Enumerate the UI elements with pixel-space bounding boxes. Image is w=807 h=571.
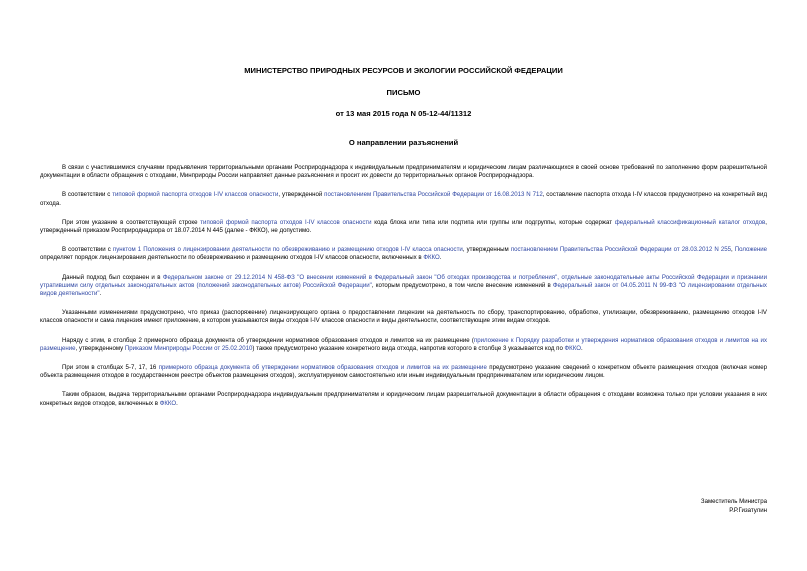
ministry-heading: МИНИСТЕРСТВО ПРИРОДНЫХ РЕСУРСОВ И ЭКОЛОГИИ РОССИЙСКОЙ ФЕДЕРАЦИИ	[244, 66, 563, 75]
document-link[interactable]: федеральный классификационный каталог отходов	[614, 218, 766, 226]
paragraph-text: ,	[731, 246, 735, 254]
document-link[interactable]: Положение	[734, 246, 768, 254]
paragraph-text: В связи с участившимися случаями предъявления территориальными органами Росприроднадзора к индивидуальным предпринимателям и юридическим лицам различающихся в своей основе требований по заполнению форм разрешительной документации в области обращения с отходами, Минприроды России направляет данные разъяснения и просит их довести до территориальных органов Росприроднадзора.	[40, 164, 767, 180]
signature-block	[701, 497, 767, 515]
document-link[interactable]: приложение к Порядку разработки и утверждения нормативов образования отходов и лимитов на их размещение	[40, 336, 767, 352]
paragraph	[40, 309, 767, 325]
paragraph-text: , составление паспорта отхода I-IV классов предусмотрено на конкретный вид отхода.	[40, 191, 767, 207]
paragraph-text: Указанными изменениями предусмотрено, что приказ (распоряжение) лицензирующего органа о предоставлении лицензии на деятельность по сбору, транспортированию, обработке, утилизации, обезвреживанию, размещению отходов I-IV классов опасности и сама лицензия имеют приложение, в котором указываются виды отходов I-IV классов опасности и виды деятельности, соответствующие этим видам отходов.	[40, 309, 767, 325]
paragraph-text: Данный подход был сохранен и в	[62, 273, 163, 281]
paragraph-text: .	[580, 344, 583, 352]
document-link[interactable]: Федеральном законе от 29.12.2014 N 458-ФЗ "О внесении изменений в Федеральный закон "Об отходах производства и потребления", отдельные законодательные акты Российской Федерации и признании утратившими силу отдельных законодательных актов (положений законодательных актов) Российской Федерации"	[40, 273, 767, 289]
paragraph-text: .	[99, 290, 102, 298]
paragraph	[40, 364, 767, 380]
paragraph-text: В соответствии с	[62, 246, 113, 254]
document-link[interactable]: постановлением Правительства Российской Федерации от 28.03.2012 N 255	[510, 246, 731, 254]
paragraph-text: Наряду с этим, в столбце 2 примерного образца документа об утверждении нормативов образования отходов и лимитов на их размещение (	[62, 336, 474, 344]
signature-position: Заместитель Министра	[700, 498, 767, 505]
paragraph-text: , утвержденным	[462, 246, 511, 254]
document-link[interactable]: примерного образца документа об утверждении нормативов образования отходов и лимитов на их размещение	[158, 364, 487, 372]
document-body	[40, 164, 767, 408]
paragraph-text: При этом в столбцах 5-7, 17, 16	[62, 364, 159, 372]
paragraph-text: , утвержденный приказом Росприроднадзора от 18.07.2014 N 445 (далее - ФККО), не допустимо.	[40, 218, 767, 235]
paragraph	[40, 391, 767, 407]
document-link[interactable]: ФККО	[564, 344, 581, 352]
signature-name: Р.Р.Гизатулин	[729, 507, 767, 514]
paragraph-text: .	[439, 254, 442, 262]
paragraph-text: определяет порядок лицензирования деятельности по обезвреживанию и размещению отходов I-IV классов опасности, включенных в	[40, 254, 424, 262]
paragraph	[40, 246, 767, 262]
document-link[interactable]: Положения о лицензировании деятельности по обезвреживанию и размещению отходов I-IV класса опасности	[143, 246, 463, 254]
paragraph-text: предусмотрено указание сведений о конкретном объекте размещения отходов (включая номер объекта размещения отходов в государственном реестре объектов размещения отходов), эксплуатируемом самостоятельно или иным индивидуальным предпринимателем или юридическим лицом.	[40, 364, 767, 380]
document-link[interactable]: Федеральный закон от 04.05.2011 N 99-ФЗ "О лицензировании отдельных видов деятельности"	[40, 281, 767, 298]
paragraph-text: , утвержденной	[278, 191, 325, 199]
paragraph	[40, 164, 767, 180]
document-link[interactable]: ФККО	[159, 399, 177, 407]
paragraph-text: , утвержденному	[75, 344, 125, 352]
paragraph-text: .	[176, 399, 178, 407]
paragraph	[40, 274, 767, 299]
paragraph	[40, 219, 767, 235]
paragraph-text: ) также предусмотрено указание конкретного вида отхода, напротив которого в столбце 3 указывается код по	[252, 344, 565, 352]
paragraph	[40, 337, 767, 353]
document-link[interactable]: пунктом 1	[112, 246, 142, 254]
document-link[interactable]: типовой формой паспорта отходов I-IV классов опасности	[200, 218, 372, 226]
paragraph-text: Таким образом, выдача территориальными органами Росприроднадзора индивидуальным предпринимателям и юридическим лицам разрешительной документации в области обращения с отходами возможна только при условии указания в них конкретных видов отходов, включенных в	[40, 391, 767, 407]
paragraph	[40, 191, 767, 207]
paragraph-text: , которым предусмотрено, в том числе внесение изменений в	[371, 281, 553, 289]
paragraph-text: При этом указание в соответствующей строке	[62, 218, 201, 226]
document-subject: О направлении разъяснений	[348, 138, 459, 147]
paragraph-text: В соответствии с	[62, 191, 113, 199]
document-link[interactable]: типовой формой паспорта отходов I-IV классов опасности	[112, 191, 279, 199]
document-link[interactable]: постановлением Правительства Российской Федерации от 16.08.2013 N 712	[324, 191, 543, 199]
document-number: от 13 мая 2015 года N 05-12-44/11312	[335, 109, 472, 118]
document-link[interactable]: ФККО	[423, 254, 440, 262]
document-type: ПИСЬМО	[386, 88, 421, 97]
document-link[interactable]: Приказом Минприроды России от 25.02.2010	[124, 344, 253, 352]
paragraph-text: кода блока или типа или подтипа или группы или подгруппы, которые содержат	[371, 218, 615, 226]
